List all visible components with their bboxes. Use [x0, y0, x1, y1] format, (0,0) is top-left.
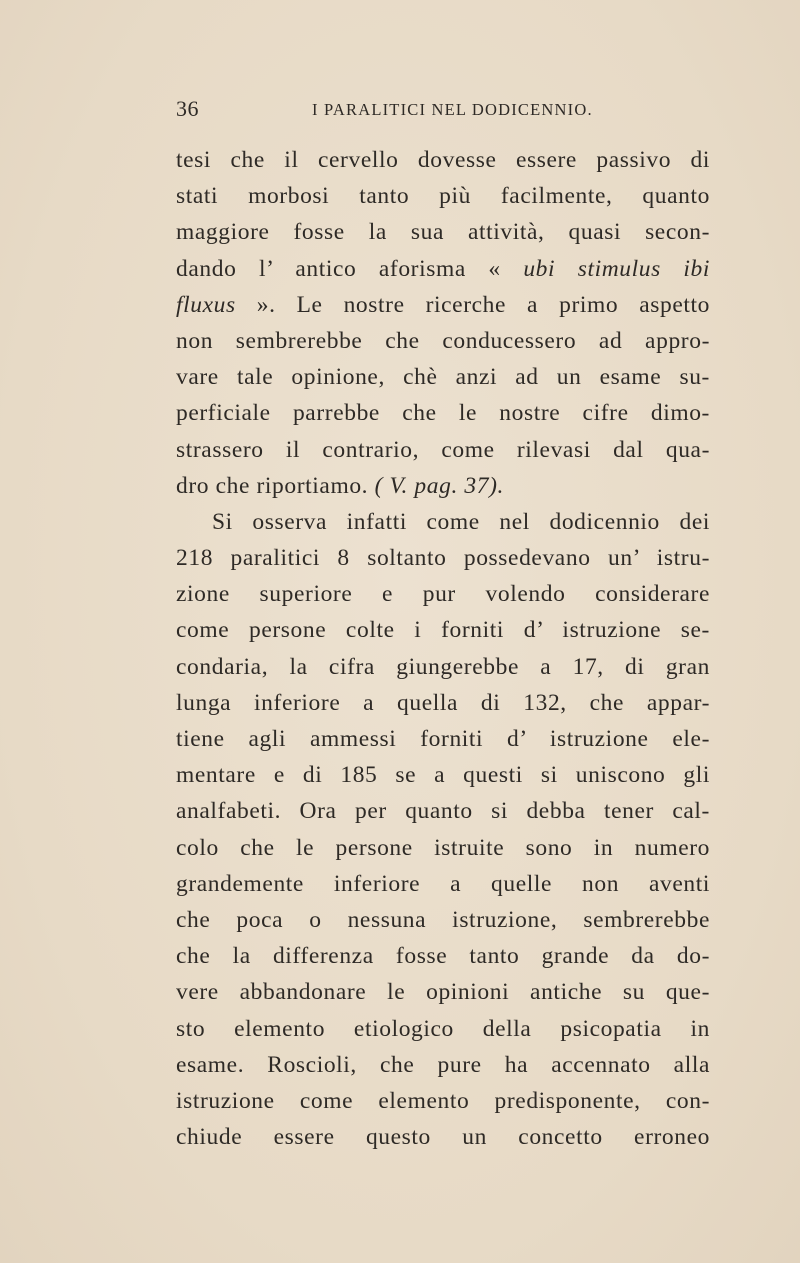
text-line: 218 paralitici 8 soltanto possedevano un’ istru- [176, 545, 710, 572]
text-line [176, 287, 710, 323]
latin-quote: ubi stimulus ibi [523, 255, 710, 282]
running-title: I PARALITICI NEL DODICENNIO. [312, 100, 593, 119]
text-line: analfabeti. Ora per quanto si debba tener cal- [176, 798, 710, 825]
page-header [176, 96, 716, 126]
text-line: vere abbandonare le opinioni antiche su que- [176, 979, 710, 1006]
text-line: maggiore fosse la sua attività, quasi secon- [176, 219, 710, 246]
text-segment: ». Le nostre ricerche a primo aspetto [235, 291, 710, 318]
text-line [176, 468, 710, 504]
text-line: esame. Roscioli, che pure ha accennato alla [176, 1051, 710, 1078]
text-segment: dando l’ antico aforisma « [176, 255, 524, 282]
latin-quote: fluxus [176, 291, 236, 318]
text-line [176, 251, 710, 287]
text-line: istruzione come elemento predisponente, con- [176, 1087, 710, 1114]
text-line: lunga inferiore a quella di 132, che appar- [176, 689, 710, 716]
text-line: non sembrerebbe che conducessero ad appro- [176, 327, 710, 354]
text-line: zione superiore e pur volendo considerare [176, 581, 710, 608]
text-line: perficiale parrebbe che le nostre cifre dimo- [176, 400, 710, 427]
text-line: sto elemento etiologico della psicopatia in [176, 1015, 710, 1042]
paragraph-start: Si osserva infatti come nel dodicennio dei [212, 508, 710, 535]
text-line: che la differenza fosse tanto grande da do- [176, 943, 710, 970]
text-line: colo che le persone istruite sono in numero [176, 834, 710, 861]
text-line: stati morbosi tanto più facilmente, quanto [176, 183, 710, 210]
text-line: come persone colte i forniti d’ istruzione se- [176, 617, 710, 644]
text-line: mentare e di 185 se a questi si uniscono gli [176, 762, 710, 789]
text-line: grandemente inferiore a quelle non aventi [176, 870, 710, 897]
text-line: chiude essere questo un concetto erroneo [176, 1124, 710, 1151]
page-reference: ( V. pag. 37). [374, 472, 505, 499]
text-line: vare tale opinione, chè anzi ad un esame su- [176, 364, 710, 391]
body-text [176, 142, 710, 1155]
text-line: che poca o nessuna istruzione, sembrerebbe [176, 906, 710, 933]
page-number: 36 [176, 96, 199, 121]
text-line: strassero il contrario, come rilevasi dal qua- [176, 436, 710, 463]
text-line: tesi che il cervello dovesse essere passivo di [176, 147, 710, 173]
text-segment: dro che riportiamo. [176, 472, 375, 499]
text-line: condaria, la cifra giungerebbe a 17, di gran [176, 653, 710, 680]
text-line: tiene agli ammessi forniti d’ istruzione ele- [176, 726, 710, 752]
